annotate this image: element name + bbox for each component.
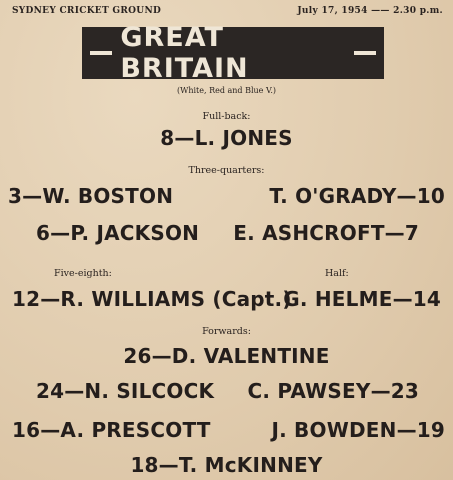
dash-left-decoration	[90, 51, 112, 55]
dash-right-decoration	[354, 51, 376, 55]
team-colours: (White, Red and Blue V.)	[176, 86, 276, 95]
venue: SYDNEY CRICKET GROUND	[12, 6, 162, 16]
threequarter-right-2: E. ASHCROFT—7	[233, 221, 419, 245]
threequarter-left-1: 3—W. BOSTON	[8, 184, 174, 208]
fullback-player: 8—L. JONES	[160, 126, 293, 150]
forward-4: 16—A. PRESCOTT	[12, 418, 211, 442]
five-eighth-player	[12, 287, 292, 311]
fullback-label: Full-back:	[202, 111, 251, 122]
match-date: July 17, 1954 —— 2.30 p.m.	[297, 6, 443, 16]
program-header	[12, 6, 443, 20]
forward-1: 26—D. VALENTINE	[123, 344, 330, 368]
team-banner	[82, 22, 384, 84]
forward-5: J. BOWDEN—19	[271, 418, 445, 442]
half-player: G. HELME—14	[283, 287, 441, 311]
forward-3: C. PAWSEY—23	[247, 379, 419, 403]
forward-6: 18—T. McKINNEY	[130, 453, 323, 477]
five-eighth-label: Five-eighth:	[54, 268, 112, 279]
team-name: GREAT BRITAIN	[120, 22, 249, 84]
threequarter-right-1: T. O'GRADY—10	[269, 184, 445, 208]
five-eighth-name: 12—R. WILLIAMS	[12, 287, 206, 311]
half-label: Half:	[325, 268, 349, 279]
forward-2: 24—N. SILCOCK	[36, 379, 215, 403]
threequarters-label: Three-quarters:	[188, 165, 265, 176]
captain-marker: (Capt.)	[212, 287, 292, 311]
threequarter-left-2: 6—P. JACKSON	[36, 221, 200, 245]
forwards-label: Forwards:	[202, 326, 251, 337]
